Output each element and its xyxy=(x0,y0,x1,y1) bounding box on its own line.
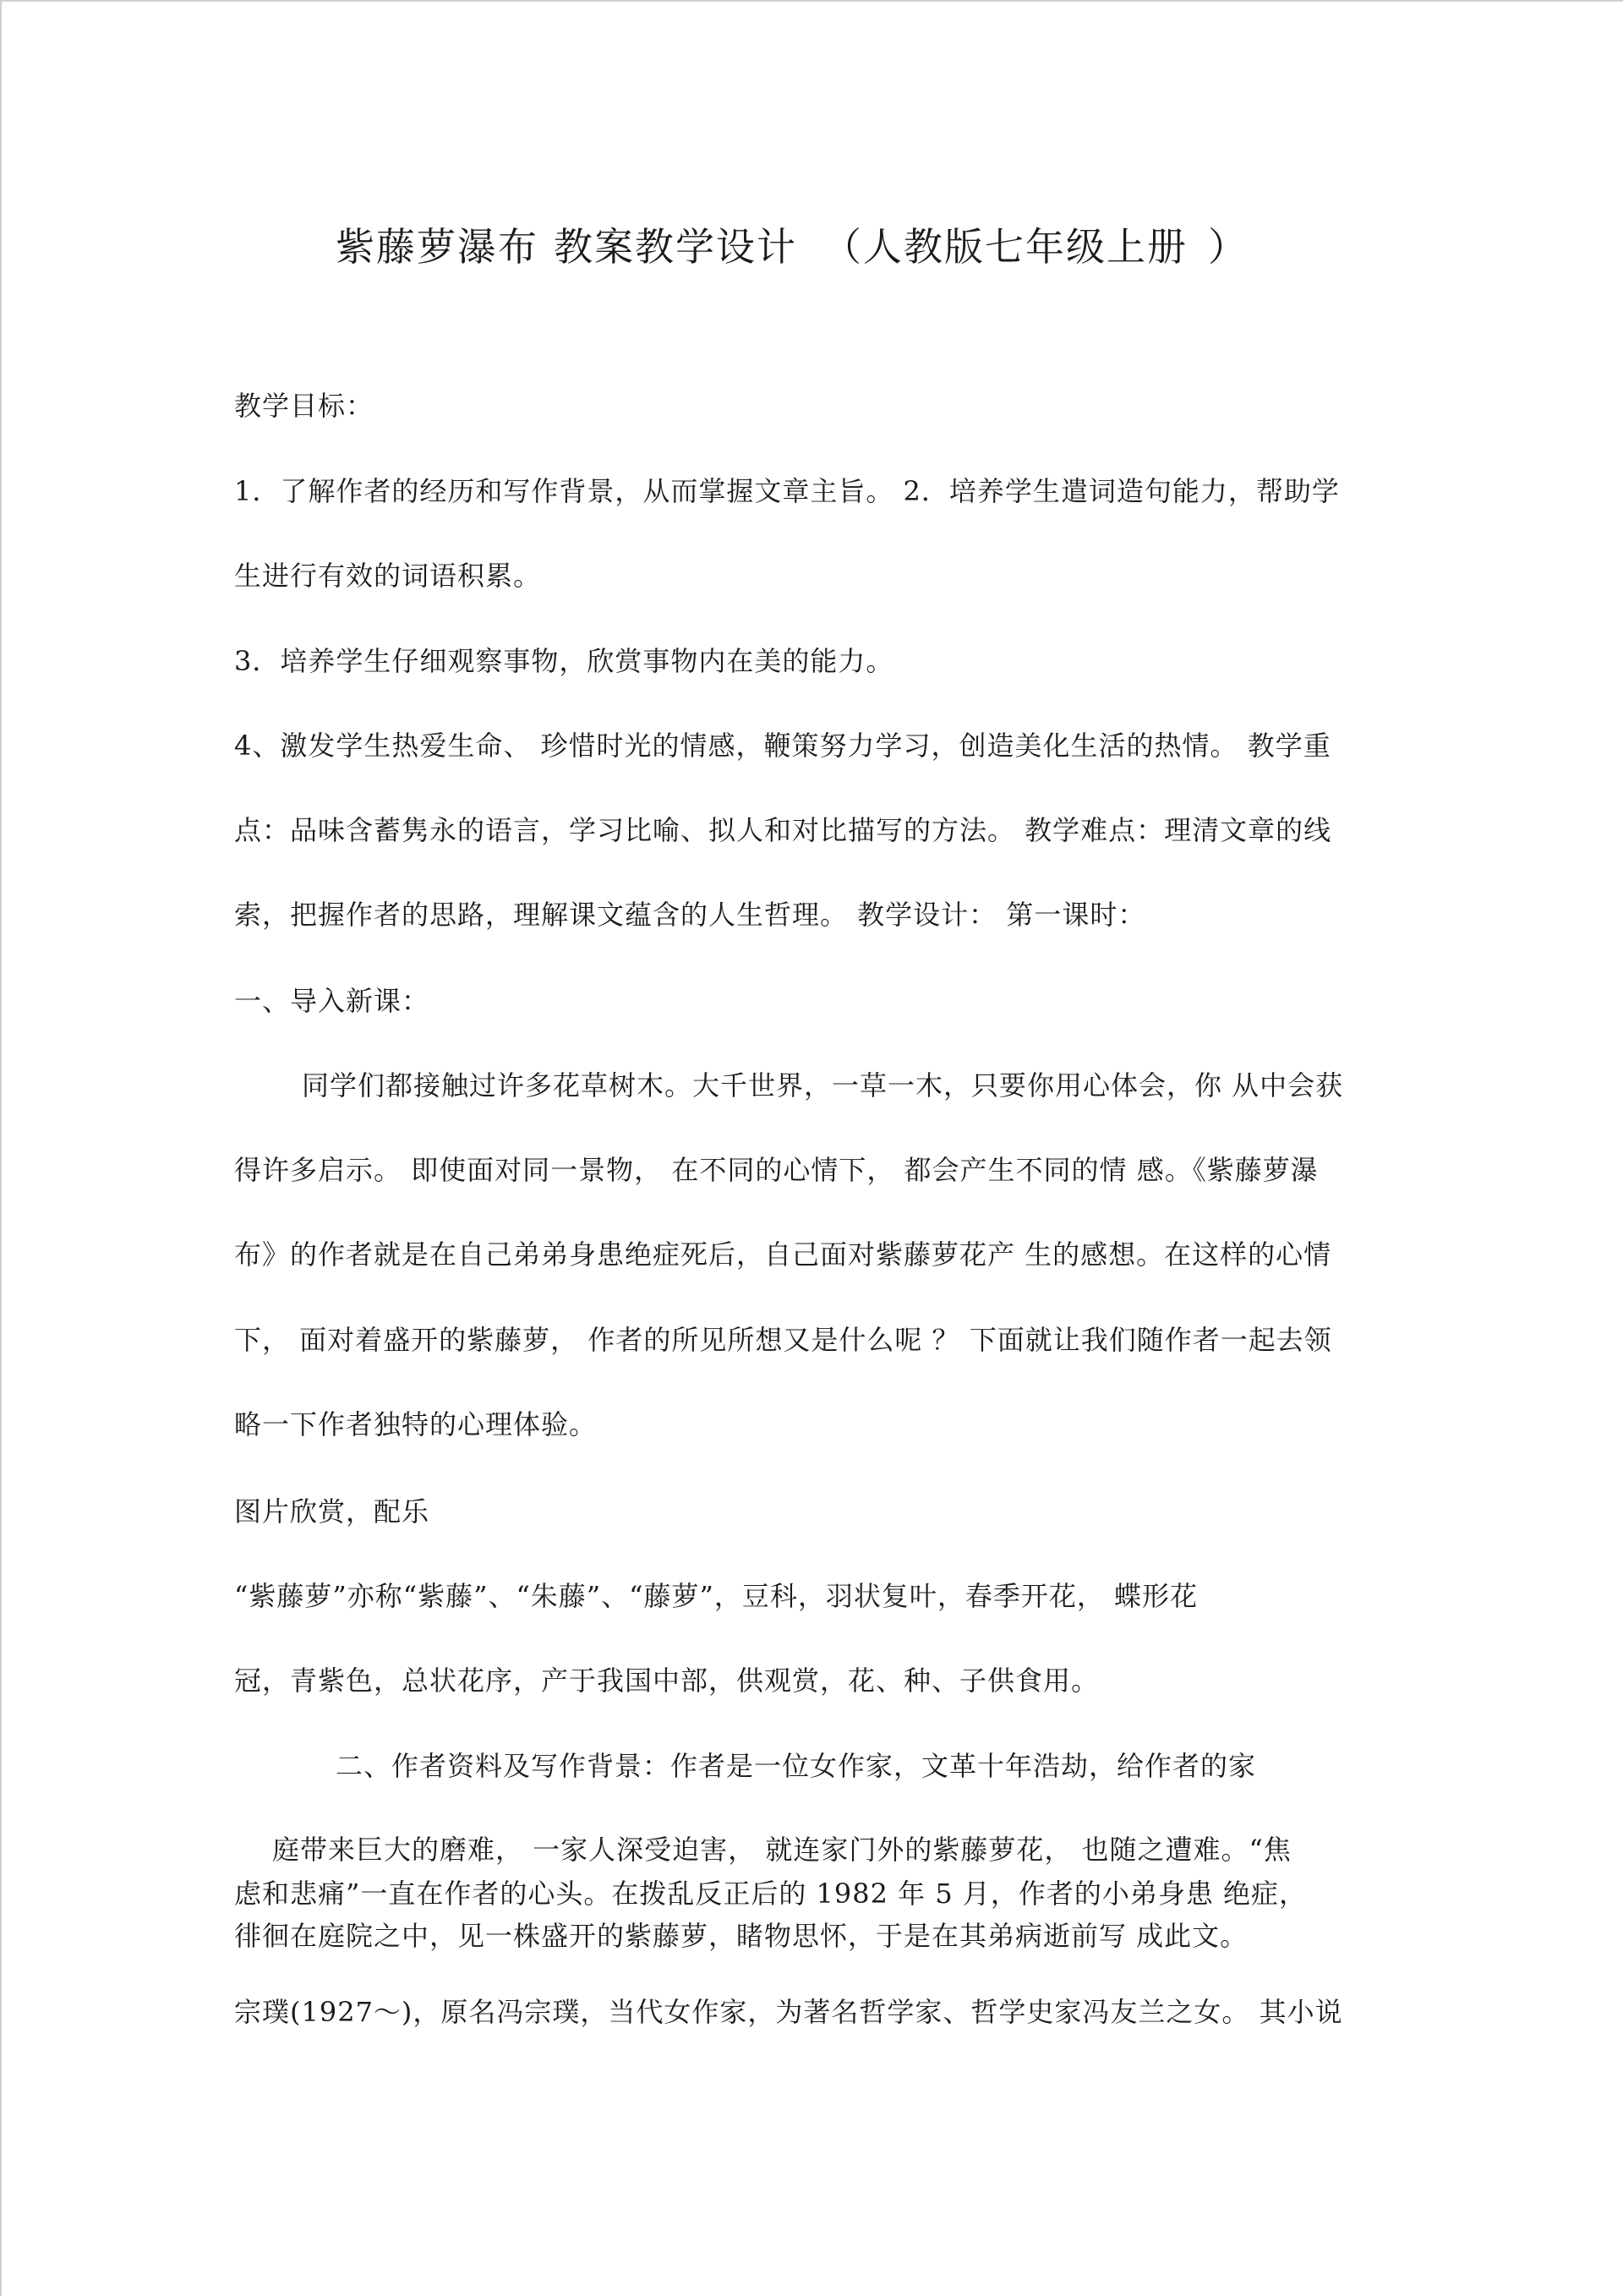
paragraph-line: 冠，青紫色，总状花序，产于我国中部，供观赏，花、种、子供食用。 xyxy=(234,1665,1100,1697)
paragraph-line: 布》的作者就是在自己弟弟身患绝症死后，自己面对紫藤萝花产 生的感想。在这样的心情 xyxy=(234,1238,1332,1271)
paragraph-line: 宗璞(1927～)，原名冯宗璞，当代女作家，为著名哲学家、哲学史家冯友兰之女。 其小说 xyxy=(234,1996,1343,2028)
paragraph-line: 徘徊在庭院之中，见一株盛开的紫藤萝，睹物思怀，于是在其弟病逝前写 成此文。 xyxy=(234,1920,1249,1952)
section-heading-author: 二、作者资料及写作背景：作者是一位女作家，文革十年浩劫，给作者的家 xyxy=(336,1750,1257,1782)
paragraph-line: 图片欣赏，配乐 xyxy=(234,1495,430,1528)
title-part-4: ） xyxy=(1208,224,1249,270)
paragraph-line: “紫藤萝”亦称“紫藤”、“朱藤”、“藤萝”，豆科，羽状复叶，春季开花， 蝶形花 xyxy=(234,1580,1199,1612)
paragraph-line: 下， 面对着盛开的紫藤萝， 作者的所见所想又是什么呢 ？ 下面就让我们随作者一起去领 xyxy=(234,1324,1332,1356)
paragraph-line: 得许多启示。 即使面对同一景物， 在不同的心情下， 都会产生不同的情 感。《紫藤萝瀑 xyxy=(234,1154,1319,1186)
section-heading-goals: 教学目标： xyxy=(234,390,374,422)
title-part-2: 教案教学设计 xyxy=(554,224,797,270)
paragraph-line: 略一下作者独特的心理体验。 xyxy=(234,1408,598,1440)
paragraph-line: 3．培养学生仔细观察事物，欣赏事物内在美的能力。 xyxy=(234,645,894,677)
title-part-3: （人教版七年级上册 xyxy=(822,224,1188,270)
paragraph-line: 4、激发学生热爱生命、 珍惜时光的情感，鞭策努力学习，创造美化生活的热情。 教学重 xyxy=(234,730,1331,762)
document-title xyxy=(336,223,1249,271)
paragraph-line: 虑和悲痛”一直在作者的心头。在拨乱反正后的 1982 年 5 月，作者的小弟身患 绝症， xyxy=(234,1878,1308,1910)
paragraph-line: 点：品味含蓄隽永的语言，学习比喻、拟人和对比描写的方法。 教学难点：理清文章的线 xyxy=(234,814,1332,846)
paragraph-line: 庭带来巨大的磨难， 一家人深受迫害， 就连家门外的紫藤萝花， 也随之遭难。“焦 xyxy=(272,1834,1292,1866)
paragraph-line: 生进行有效的词语积累。 xyxy=(234,560,542,592)
paragraph-line: 同学们都接触过许多花草树木。大千世界，一草一木，只要你用心体会，你 从中会获 xyxy=(302,1069,1344,1102)
section-heading-intro: 一、导入新课： xyxy=(234,985,430,1017)
paragraph-line: 1．了解作者的经历和写作背景，从而掌握文章主旨。 2．培养学生遣词造句能力，帮助学 xyxy=(234,475,1340,507)
paragraph-line: 索，把握作者的思路，理解课文蕴含的人生哲理。 教学设计： 第一课时： xyxy=(234,899,1146,931)
title-part-1: 紫藤萝瀑布 xyxy=(336,224,538,270)
